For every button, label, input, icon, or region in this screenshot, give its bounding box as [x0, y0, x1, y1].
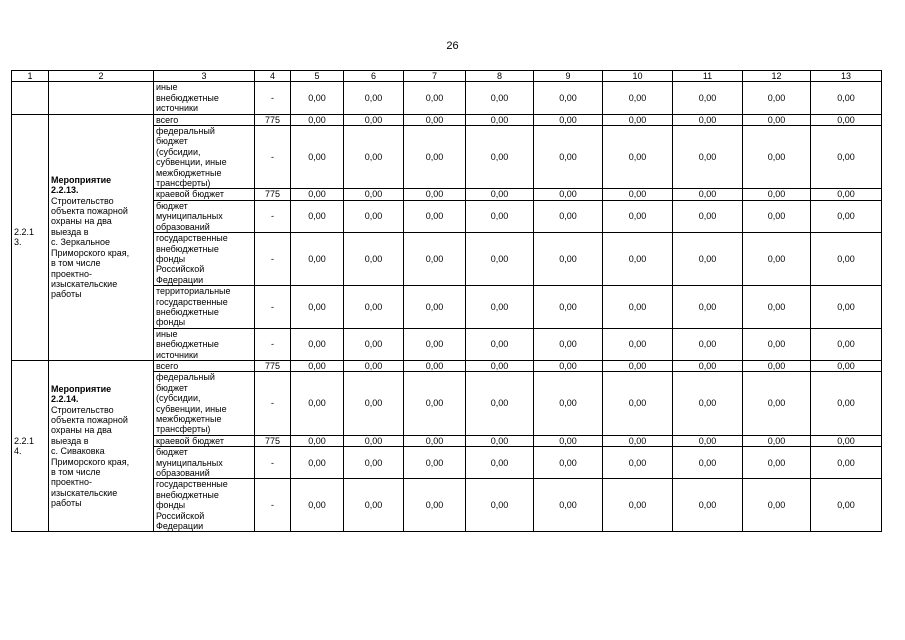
event-code: 2.2.1 4. — [14, 435, 35, 457]
column-header: 9 — [534, 71, 603, 82]
amount-cell: 0,00 — [344, 114, 404, 125]
amount-cell: 0,00 — [673, 435, 743, 446]
amount-cell: 0,00 — [291, 360, 344, 371]
amount-cell: 0,00 — [466, 82, 534, 114]
column-header: 5 — [291, 71, 344, 82]
amount-cell: 0,00 — [603, 360, 673, 371]
amount-cell: 0,00 — [404, 328, 466, 360]
amount-cell: 0,00 — [291, 233, 344, 286]
budget-code-cell: - — [255, 372, 291, 435]
amount-cell: 0,00 — [466, 479, 534, 532]
column-header: 13 — [811, 71, 882, 82]
amount-cell: 0,00 — [743, 82, 811, 114]
column-header: 11 — [673, 71, 743, 82]
funding-source-cell: всего — [154, 114, 255, 125]
amount-cell: 0,00 — [291, 479, 344, 532]
amount-cell: 0,00 — [344, 126, 404, 189]
amount-cell: 0,00 — [811, 200, 882, 232]
amount-cell: 0,00 — [291, 286, 344, 329]
amount-cell: 0,00 — [344, 233, 404, 286]
amount-cell: 0,00 — [743, 233, 811, 286]
column-header: 8 — [466, 71, 534, 82]
amount-cell: 0,00 — [534, 82, 603, 114]
amount-cell: 0,00 — [673, 82, 743, 114]
amount-cell: 0,00 — [743, 360, 811, 371]
event-description-cell — [49, 114, 154, 360]
amount-cell: 0,00 — [534, 286, 603, 329]
amount-cell: 0,00 — [404, 447, 466, 479]
amount-cell: 0,00 — [404, 126, 466, 189]
amount-cell: 0,00 — [404, 200, 466, 232]
amount-cell: 0,00 — [404, 286, 466, 329]
amount-cell: 0,00 — [743, 328, 811, 360]
amount-cell: 0,00 — [344, 189, 404, 200]
funding-source-cell: территориальные государственные внебюджетные фонды — [154, 286, 255, 329]
row-code-cell — [12, 360, 49, 532]
funding-source-cell: федеральный бюджет (субсидии, субвенции, иные межбюджетные трансферты) — [154, 126, 255, 189]
amount-cell: 0,00 — [534, 479, 603, 532]
amount-cell: 0,00 — [534, 114, 603, 125]
amount-cell: 0,00 — [603, 82, 673, 114]
amount-cell: 0,00 — [673, 233, 743, 286]
funding-source-cell: бюджет муниципальных образований — [154, 200, 255, 232]
funding-source-cell: бюджет муниципальных образований — [154, 447, 255, 479]
amount-cell: 0,00 — [291, 200, 344, 232]
amount-cell: 0,00 — [743, 372, 811, 435]
amount-cell: 0,00 — [344, 360, 404, 371]
budget-code-cell: - — [255, 328, 291, 360]
budget-code-cell: - — [255, 200, 291, 232]
column-header: 7 — [404, 71, 466, 82]
amount-cell: 0,00 — [673, 114, 743, 125]
amount-cell: 0,00 — [466, 360, 534, 371]
amount-cell: 0,00 — [466, 114, 534, 125]
amount-cell: 0,00 — [743, 114, 811, 125]
amount-cell: 0,00 — [603, 328, 673, 360]
funding-source-cell: иные внебюджетные источники — [154, 82, 255, 114]
amount-cell: 0,00 — [534, 435, 603, 446]
amount-cell: 0,00 — [811, 286, 882, 329]
amount-cell: 0,00 — [811, 233, 882, 286]
event-code: 2.2.1 3. — [14, 226, 35, 248]
amount-cell: 0,00 — [534, 200, 603, 232]
amount-cell: 0,00 — [603, 114, 673, 125]
amount-cell: 0,00 — [404, 233, 466, 286]
amount-cell: 0,00 — [344, 435, 404, 446]
amount-cell: 0,00 — [811, 435, 882, 446]
row-code-cell — [12, 82, 49, 114]
amount-cell: 0,00 — [291, 447, 344, 479]
amount-cell: 0,00 — [534, 126, 603, 189]
amount-cell: 0,00 — [404, 479, 466, 532]
column-header: 10 — [603, 71, 673, 82]
amount-cell: 0,00 — [291, 114, 344, 125]
amount-cell: 0,00 — [811, 479, 882, 532]
amount-cell: 0,00 — [344, 328, 404, 360]
amount-cell: 0,00 — [466, 435, 534, 446]
funding-source-cell: федеральный бюджет (субсидии, субвенции, иные межбюджетные трансферты) — [154, 372, 255, 435]
funding-source-cell: всего — [154, 360, 255, 371]
budget-code-cell: - — [255, 479, 291, 532]
funding-source-cell: государственные внебюджетные фонды Российской Федерации — [154, 233, 255, 286]
amount-cell: 0,00 — [404, 114, 466, 125]
table-header-row — [12, 71, 882, 82]
amount-cell: 0,00 — [603, 286, 673, 329]
amount-cell: 0,00 — [603, 126, 673, 189]
page-number: 26 — [446, 40, 459, 52]
column-header: 4 — [255, 71, 291, 82]
amount-cell: 0,00 — [466, 200, 534, 232]
amount-cell: 0,00 — [344, 200, 404, 232]
amount-cell: 0,00 — [811, 126, 882, 189]
amount-cell: 0,00 — [743, 200, 811, 232]
amount-cell: 0,00 — [404, 372, 466, 435]
amount-cell: 0,00 — [673, 372, 743, 435]
funding-source-cell: государственные внебюджетные фонды Российской Федерации — [154, 479, 255, 532]
table-row — [12, 360, 882, 371]
amount-cell: 0,00 — [673, 479, 743, 532]
amount-cell: 0,00 — [673, 328, 743, 360]
amount-cell: 0,00 — [466, 372, 534, 435]
amount-cell: 0,00 — [811, 189, 882, 200]
budget-code-cell: 775 — [255, 114, 291, 125]
budget-table — [11, 70, 882, 532]
amount-cell: 0,00 — [534, 447, 603, 479]
amount-cell: 0,00 — [743, 479, 811, 532]
amount-cell: 0,00 — [673, 360, 743, 371]
amount-cell: 0,00 — [811, 360, 882, 371]
amount-cell: 0,00 — [673, 447, 743, 479]
amount-cell: 0,00 — [291, 328, 344, 360]
amount-cell: 0,00 — [743, 189, 811, 200]
event-title: Мероприятие 2.2.14. — [51, 383, 112, 405]
amount-cell: 0,00 — [291, 126, 344, 189]
amount-cell: 0,00 — [534, 233, 603, 286]
budget-code-cell: - — [255, 126, 291, 189]
amount-cell: 0,00 — [603, 447, 673, 479]
event-text: Строительство объекта пожарной охраны на два выезда в с. Сиваковка Приморского края, в том числе проектно- изыскательские работы — [51, 404, 130, 509]
column-header: 12 — [743, 71, 811, 82]
amount-cell: 0,00 — [673, 189, 743, 200]
budget-code-cell: - — [255, 233, 291, 286]
amount-cell: 0,00 — [291, 189, 344, 200]
amount-cell: 0,00 — [466, 328, 534, 360]
amount-cell: 0,00 — [291, 82, 344, 114]
funding-source-cell: краевой бюджет — [154, 189, 255, 200]
amount-cell: 0,00 — [404, 360, 466, 371]
amount-cell: 0,00 — [466, 126, 534, 189]
amount-cell: 0,00 — [344, 447, 404, 479]
table-row — [12, 82, 882, 114]
amount-cell: 0,00 — [466, 286, 534, 329]
amount-cell: 0,00 — [743, 126, 811, 189]
amount-cell: 0,00 — [743, 447, 811, 479]
budget-code-cell: - — [255, 286, 291, 329]
amount-cell: 0,00 — [466, 233, 534, 286]
amount-cell: 0,00 — [466, 447, 534, 479]
amount-cell: 0,00 — [811, 82, 882, 114]
funding-source-cell: иные внебюджетные источники — [154, 328, 255, 360]
budget-code-cell: 775 — [255, 435, 291, 446]
table-row — [12, 114, 882, 125]
amount-cell: 0,00 — [603, 372, 673, 435]
amount-cell: 0,00 — [344, 286, 404, 329]
row-code-cell — [12, 114, 49, 360]
amount-cell: 0,00 — [534, 360, 603, 371]
event-description-cell — [49, 82, 154, 114]
amount-cell: 0,00 — [344, 479, 404, 532]
event-text: Строительство объекта пожарной охраны на два выезда в с. Зеркальное Приморского края, в том числе проектно- изыскательские работы — [51, 195, 130, 300]
amount-cell: 0,00 — [344, 372, 404, 435]
amount-cell: 0,00 — [603, 479, 673, 532]
event-description-cell — [49, 360, 154, 532]
budget-code-cell: 775 — [255, 189, 291, 200]
amount-cell: 0,00 — [811, 328, 882, 360]
amount-cell: 0,00 — [603, 233, 673, 286]
column-header: 3 — [154, 71, 255, 82]
amount-cell: 0,00 — [344, 82, 404, 114]
amount-cell: 0,00 — [291, 435, 344, 446]
column-header: 2 — [49, 71, 154, 82]
budget-code-cell: - — [255, 82, 291, 114]
amount-cell: 0,00 — [466, 189, 534, 200]
amount-cell: 0,00 — [404, 435, 466, 446]
amount-cell: 0,00 — [743, 286, 811, 329]
amount-cell: 0,00 — [673, 126, 743, 189]
amount-cell: 0,00 — [534, 189, 603, 200]
column-header: 6 — [344, 71, 404, 82]
amount-cell: 0,00 — [673, 286, 743, 329]
amount-cell: 0,00 — [404, 82, 466, 114]
amount-cell: 0,00 — [743, 435, 811, 446]
funding-source-cell: краевой бюджет — [154, 435, 255, 446]
amount-cell: 0,00 — [291, 372, 344, 435]
budget-code-cell: - — [255, 447, 291, 479]
amount-cell: 0,00 — [811, 447, 882, 479]
amount-cell: 0,00 — [534, 328, 603, 360]
amount-cell: 0,00 — [603, 435, 673, 446]
event-title: Мероприятие 2.2.13. — [51, 174, 112, 196]
amount-cell: 0,00 — [404, 189, 466, 200]
amount-cell: 0,00 — [603, 200, 673, 232]
budget-code-cell: 775 — [255, 360, 291, 371]
amount-cell: 0,00 — [811, 372, 882, 435]
column-header: 1 — [12, 71, 49, 82]
amount-cell: 0,00 — [673, 200, 743, 232]
amount-cell: 0,00 — [534, 372, 603, 435]
amount-cell: 0,00 — [603, 189, 673, 200]
amount-cell: 0,00 — [811, 114, 882, 125]
